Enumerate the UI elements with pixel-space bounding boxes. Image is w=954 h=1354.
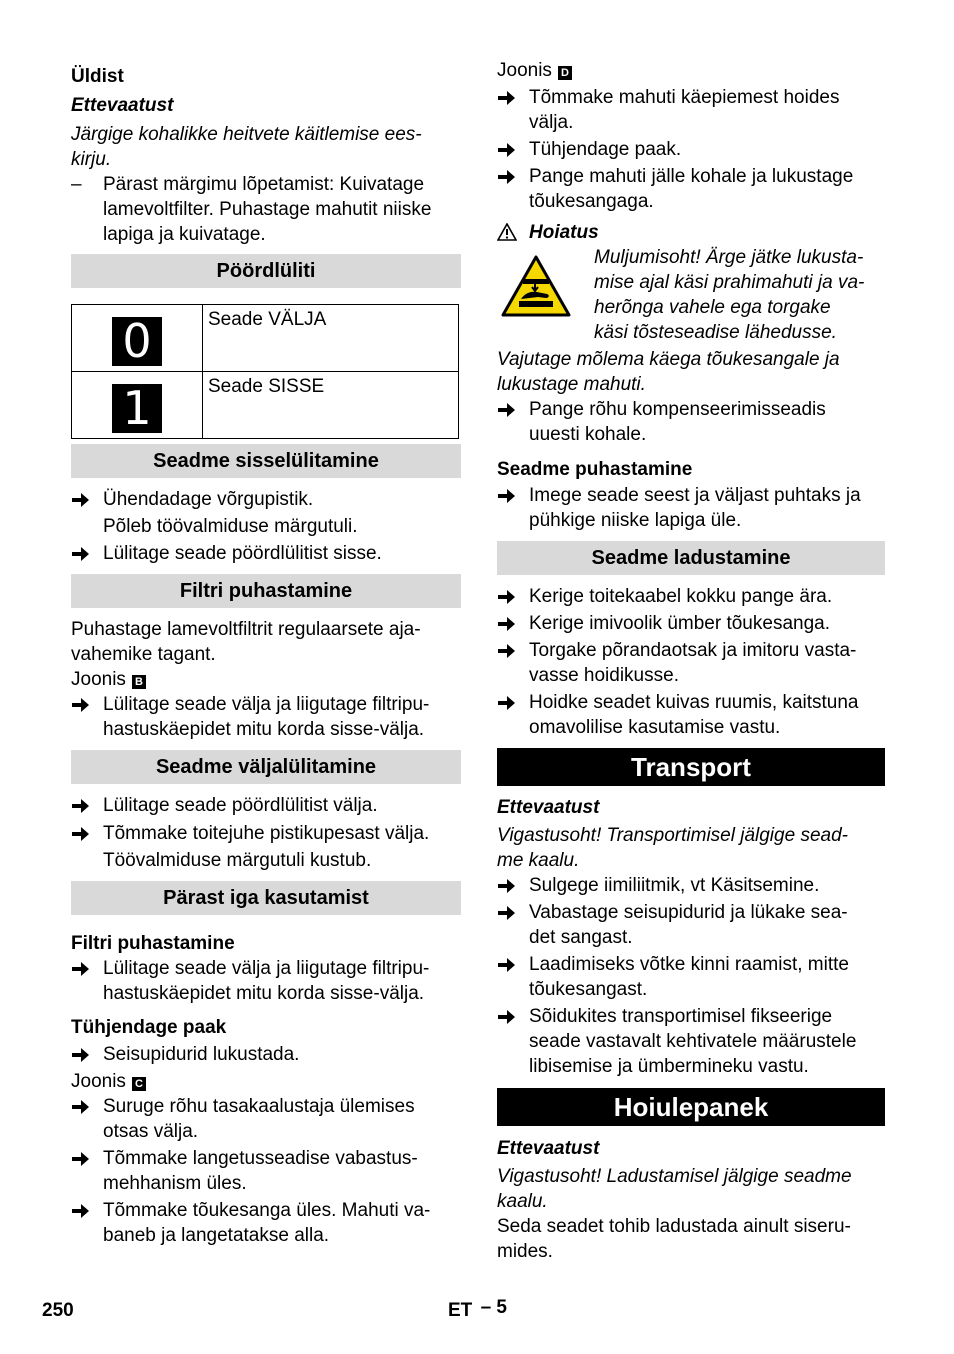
warning-text: Muljumisoht! Ärge jätke lukusta- mise ajal käsi prahimahuti ja va- herõnga vahele ega torgake käsi tõsteseadise lähedusse. [594, 247, 865, 343]
warning-heading: Hoiatus [497, 220, 885, 245]
switch-off-symbol: 0 [112, 317, 162, 366]
list-item: Kerige toitekaabel kokku pange ära. [497, 584, 885, 609]
arrow-icon [497, 584, 519, 609]
list-item: Seisupidurid lukustada. [71, 1042, 461, 1067]
transport-caution-text: Vigastusoht! Transportimisel jälgige sead- me kaalu. [497, 825, 848, 871]
store-list [497, 584, 885, 740]
figure-d-badge: D [558, 66, 572, 80]
filter-text: Puhastage lamevoltfiltrit regulaarsete aja- vahemike tagant. [71, 619, 421, 665]
switch-table [71, 304, 459, 439]
list-item: Pange rõhu kompenseerimisseadis uuesti kohale. [497, 397, 885, 447]
arrow-icon [497, 483, 519, 508]
list-item: Laadimiseks võtke kinni raamist, mitte tõukesangast. [497, 952, 885, 1002]
list-item: Kerige imivoolik ümber tõukesanga. [497, 611, 885, 636]
switch-on-label: Seade SISSE [203, 372, 459, 439]
subheading-cleaning: Seadme puhastamine [497, 459, 693, 480]
arrow-icon [71, 1094, 93, 1119]
list-item: Tõmmake tõukesanga üles. Mahuti va- baneb ja langetatakse alla. [71, 1198, 461, 1248]
arrow-icon [71, 1042, 93, 1067]
figure-b-badge: B [132, 675, 146, 689]
section-heading-after: Pärast iga kasutamist [71, 881, 461, 915]
arrow-icon [497, 690, 519, 715]
figure-ref-d: Joonis D [497, 58, 885, 83]
list-item: Hoidke seadet kuivas ruumis, kaitstuna omavolilise kasutamise vastu. [497, 690, 885, 740]
arrow-icon [71, 793, 93, 818]
list-item: Lülitage seade pöördlülitist sisse. [71, 541, 461, 566]
arrow-icon [71, 487, 93, 512]
arrow-icon [497, 952, 519, 977]
list-item: Lülitage seade välja ja liigutage filtripu- hastuskäepidet mitu korda sisse-välja. [71, 692, 461, 742]
arrow-icon [497, 397, 519, 422]
caution-label: Ettevaatust [71, 95, 174, 116]
table-row [72, 372, 459, 439]
arrow-icon [497, 137, 519, 162]
caution-text: Järgige kohalikke heitvete käitlemise ees- kirju. [71, 124, 422, 170]
arrow-icon [497, 873, 519, 898]
list-item-extra: Põleb töövalmiduse märgutuli. [103, 516, 358, 537]
list-item: Tõmmake toitejuhe pistikupesast välja. [71, 821, 461, 846]
arrow-icon [71, 692, 93, 717]
list-item: Tõmmake mahuti käepiemest hoides välja. [497, 85, 885, 135]
section-heading-on: Seadme sisselülitamine [71, 444, 461, 478]
arrow-icon [71, 821, 93, 846]
list-item: Sulgege iimiliitmik, vt Käsitsemine. [497, 873, 885, 898]
list-item: Vabastage seisupidurid ja lükake sea- det sangast. [497, 900, 885, 950]
page-number: 250 [42, 1300, 74, 1321]
warning-triangle-icon [497, 220, 519, 245]
on-list [71, 487, 461, 566]
footer-lang: ET – 5 [448, 1297, 507, 1321]
arrow-icon [497, 164, 519, 189]
list-item-extra: Töövalmiduse märgutuli kustub. [103, 850, 372, 871]
arrow-icon [497, 1004, 519, 1029]
right-column [497, 58, 885, 1264]
switch-off-label: Seade VÄLJA [203, 305, 459, 372]
list-item: Suruge rõhu tasakaalustaja ülemises otsas välja. [71, 1094, 461, 1144]
list-item: Imege seade seest ja väljast puhtaks ja pühkige niiske lapiga üle. [497, 483, 885, 533]
list-item: Pange mahuti jälle kohale ja lukustage tõukesangaga. [497, 164, 885, 214]
arrow-icon [497, 638, 519, 663]
section-heading-switch: Pöördlüliti [71, 254, 461, 288]
chapter-heading-transport: Transport [497, 748, 885, 786]
arrow-icon [71, 1146, 93, 1171]
list-item: Tõmmake langetusseadise vabastus- mehhanism üles. [71, 1146, 461, 1196]
table-row [72, 305, 459, 372]
figure-ref-c: Joonis C [71, 1069, 461, 1094]
arrow-icon [497, 900, 519, 925]
caution-label: Ettevaatust [497, 797, 600, 818]
off-list [71, 793, 461, 873]
storage-text: Seda seadet tohib ladustada ainult siseru- mides. [497, 1216, 851, 1262]
arrow-icon [497, 85, 519, 110]
list-item: Torgake põrandaotsak ja imitoru vasta- vasse hoidikusse. [497, 638, 885, 688]
figure-c-badge: C [132, 1077, 146, 1091]
warning-text-2: Vajutage mõlema käega tõukesangale ja lukustage mahuti. [497, 349, 840, 395]
list-item: Ühendadage võrgupistik. [71, 487, 461, 512]
section-heading-filter: Filtri puhastamine [71, 574, 461, 608]
list-item: Tühjendage paak. [497, 137, 885, 162]
storage-caution-text: Vigastusoht! Ladustamisel jälgige seadme kaalu. [497, 1166, 852, 1212]
list-item: Lülitage seade välja ja liigutage filtripu- hastuskäepidet mitu korda sisse-välja. [71, 956, 461, 1006]
dash-item: – Pärast märgimu lõpetamist: Kuivatage lamevoltfilter. Puhastage mahutit niiske lapiga ja kuivatage. [71, 174, 432, 245]
warning-block [497, 220, 885, 447]
chapter-heading-storage: Hoiulepanek [497, 1088, 885, 1126]
list-item: Lülitage seade pöördlülitist välja. [71, 793, 461, 818]
general-heading: Üldist [71, 66, 124, 87]
section-heading-store: Seadme ladustamine [497, 541, 885, 575]
subheading-empty: Tühjendage paak [71, 1017, 227, 1038]
crush-hazard-icon [501, 255, 571, 317]
subheading-filter: Filtri puhastamine [71, 933, 235, 954]
left-column [71, 64, 461, 1248]
list-item: Sõidukites transportimisel fikseerige seade vastavalt kehtivatele määrustele libisemise ja ümbermineku vastu. [497, 1004, 885, 1079]
dash-icon: – [71, 174, 82, 195]
arrow-icon [71, 956, 93, 981]
caution-label: Ettevaatust [497, 1138, 600, 1159]
arrow-icon [71, 541, 93, 566]
switch-on-symbol: 1 [112, 384, 162, 433]
section-heading-off: Seadme väljalülitamine [71, 750, 461, 784]
figure-ref-b: Joonis B [71, 667, 461, 692]
arrow-icon [71, 1198, 93, 1223]
arrow-icon [497, 611, 519, 636]
